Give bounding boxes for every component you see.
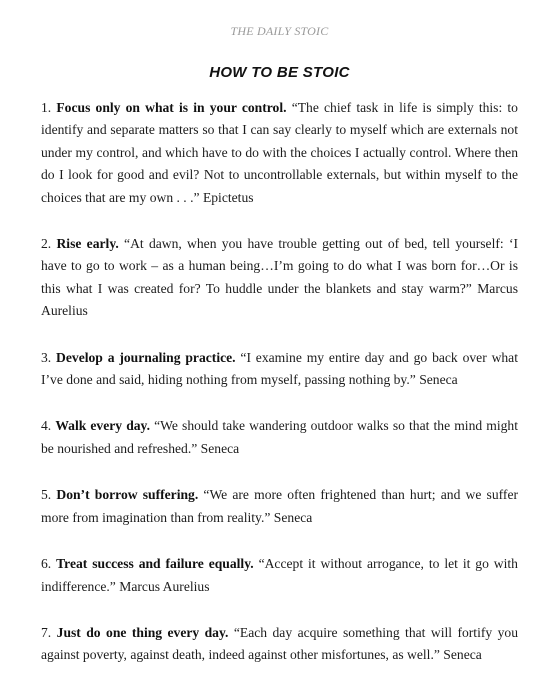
item-heading: Develop a journaling practice. bbox=[56, 349, 236, 365]
item-author: Seneca bbox=[419, 372, 458, 388]
practice-item-6 bbox=[41, 553, 518, 598]
item-number: 1. bbox=[41, 100, 52, 115]
page-title: HOW TO BE STOIC bbox=[209, 64, 350, 81]
item-heading: Treat success and failure equally. bbox=[56, 556, 254, 572]
item-author: Seneca bbox=[273, 509, 313, 525]
item-quote: “I examine my entire day and go back over what I’ve done and said, hiding nothing from myself, passing nothing by.” bbox=[41, 349, 518, 388]
item-quote: “The chief task in life is simply this: to identify and separate matters so that I can say clearly to myself which are externals not under my control, and which have to do with the choices I actually control. Where then do I look for good and evil? Not to uncontrollable externals, but within myself to the choices that are my own . . .” bbox=[41, 100, 518, 205]
item-heading: Rise early. bbox=[56, 236, 119, 252]
practice-item-4 bbox=[41, 415, 518, 460]
running-header: THE DAILY STOIC bbox=[230, 24, 329, 38]
practice-item-2 bbox=[41, 233, 518, 323]
item-author: Seneca bbox=[200, 440, 240, 456]
practice-item-3 bbox=[41, 347, 518, 392]
item-quote: “We should take wandering outdoor walks so that the mind might be nourished and refreshed.” bbox=[41, 418, 518, 456]
item-quote: “We are more often frightened than hurt; and we suffer more from imagination than from reality.” bbox=[41, 487, 518, 525]
item-heading: Just do one thing every day. bbox=[56, 624, 229, 640]
stoic-practices-list bbox=[41, 97, 518, 667]
item-author: Marcus Aurelius bbox=[119, 578, 210, 594]
item-number: 7. bbox=[41, 624, 52, 640]
item-author: Marcus Aurelius bbox=[41, 280, 518, 319]
item-heading: Walk every day. bbox=[55, 418, 150, 434]
item-quote: “At dawn, when you have trouble getting out of bed, tell yourself: ‘I have to go to work – as a human being…I’m going to do what I was born for…Or is this what I was created for? To huddle under the blankets and stay warm?” bbox=[41, 236, 518, 296]
item-heading: Don’t borrow suffering. bbox=[56, 487, 199, 503]
item-number: 3. bbox=[41, 349, 52, 365]
item-quote: “Each day acquire something that will fortify you against poverty, against death, indeed against other misfortunes, as well.” bbox=[41, 624, 518, 663]
item-number: 2. bbox=[41, 236, 52, 252]
item-author: Epictetus bbox=[202, 189, 254, 205]
item-quote: “Accept it without arrogance, to let it go with indifference.” bbox=[41, 556, 518, 594]
practice-item-5 bbox=[41, 484, 518, 529]
item-number: 4. bbox=[41, 418, 52, 434]
item-author: Seneca bbox=[443, 647, 482, 663]
practice-item-1 bbox=[41, 97, 518, 209]
item-heading: Focus only on what is in your control. bbox=[56, 100, 287, 115]
practice-item-7 bbox=[41, 622, 518, 667]
item-number: 5. bbox=[41, 487, 52, 503]
item-number: 6. bbox=[41, 556, 52, 572]
